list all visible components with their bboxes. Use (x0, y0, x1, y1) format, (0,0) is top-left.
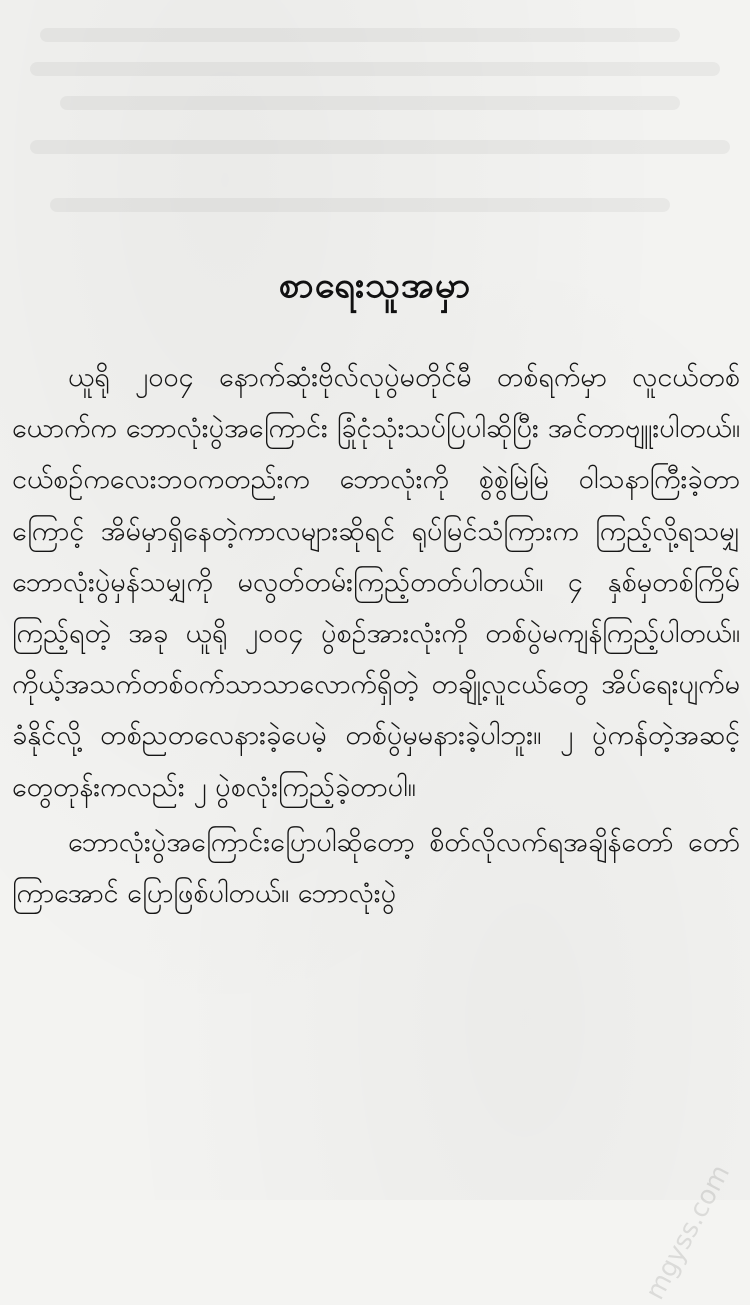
bleed-through-text (0, 0, 750, 220)
paragraph-1: ယူရို ၂၀၀၄ နောက်ဆုံးဗိုလ်လုပွဲမတိုင်မီ တစ်ရက်မှာ လူငယ်တစ်ယောက်က ဘောလုံးပွဲအကြောင်း ခြုံငုံသုံးသပ်ပြပါဆိုပြီး အင်တာဗျူးပါတယ်။ ငယ်စဉ်ကလေးဘဝကတည်းက ဘောလုံးကို စွဲစွဲမြဲမြဲ ဝါသနာကြီးခဲ့တာကြောင့် အိမ်မှာရှိနေတဲ့ကာလများဆိုရင် ရုပ်မြင်သံကြားက ကြည့်လို့ရသမျှ ဘောလုံးပွဲမှန်သမျှကို မလွတ်တမ်းကြည့်တတ်ပါတယ်။ ၄ နှစ်မှတစ်ကြိမ်ကြည့်ရတဲ့ အခု ယူရို ၂၀၀၄ ပွဲစဉ်အားလုံးကို တစ်ပွဲမကျန်ကြည့်ပါတယ်။ ကိုယ့်အသက်တစ်ဝက်သာသာလောက်ရှိတဲ့ တချို့လူငယ်တွေ အိပ်ရေးပျက်မခံနိုင်လို့ တစ်ညတလေနားခဲ့ပေမဲ့ တစ်ပွဲမှမနားခဲ့ပါဘူး။ ၂ ပွဲကန်တဲ့အဆင့်တွေတုန်းကလည်း ၂ ပွဲစလုံးကြည့်ခဲ့တာပါ။ (12, 362, 740, 803)
paragraph-2: ဘောလုံးပွဲအကြောင်းပြောပါဆိုတော့ စိတ်လိုလက်ရအချိန်တော် တော်ကြာအောင် ပြောဖြစ်ပါတယ်။ ဘောလုံးပွဲ (12, 826, 740, 910)
page-title: စာရေးသူအမှာ (278, 265, 472, 307)
watermark: mgyss.com (639, 1159, 736, 1305)
body-text (12, 352, 740, 919)
